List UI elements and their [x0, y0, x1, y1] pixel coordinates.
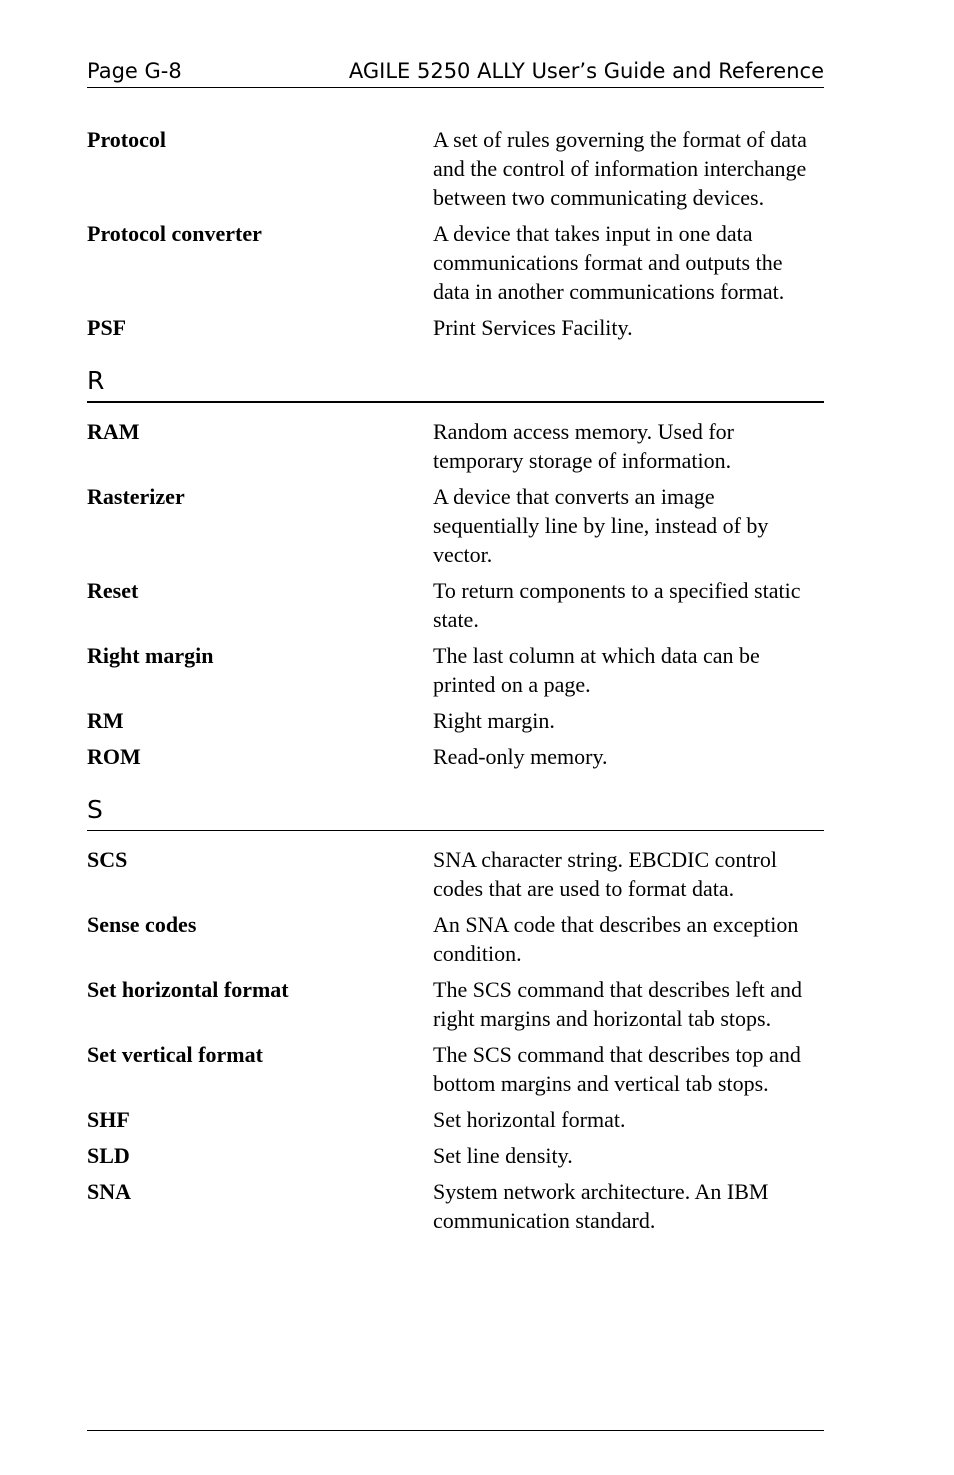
glossary-definition: A device that takes input in one data communications format and outputs the data in another communications format.	[433, 221, 785, 304]
glossary-definition: Set horizontal format.	[433, 1107, 626, 1132]
glossary-entry-shf	[87, 1105, 824, 1134]
glossary-term: SNA	[87, 1179, 132, 1204]
section-heading-r: R	[87, 349, 824, 403]
document-title: AGILE 5250 ALLY User’s Guide and Reference	[348, 59, 824, 83]
glossary-term: RAM	[87, 419, 140, 444]
glossary-entry-set-horizontal-format	[87, 975, 824, 1033]
glossary-term: Protocol converter	[87, 221, 262, 246]
glossary-entry-set-vertical-format	[87, 1040, 824, 1098]
glossary-term: Reset	[87, 578, 139, 603]
glossary-definition: Random access memory. Used for temporary storage of information.	[433, 419, 734, 473]
glossary-term: RM	[87, 708, 124, 733]
glossary-entry-sna	[87, 1177, 824, 1235]
page-header	[87, 56, 824, 88]
glossary-entry-rm	[87, 706, 824, 735]
glossary-entry-right-margin	[87, 641, 824, 699]
glossary-definition: To return components to a specified static state.	[433, 578, 801, 632]
glossary-term: Set horizontal format	[87, 977, 289, 1002]
glossary-term: Protocol	[87, 127, 167, 152]
glossary-definition: Right margin.	[433, 708, 555, 733]
glossary-term: Right margin	[87, 643, 214, 668]
glossary-entry-sense-codes	[87, 910, 824, 968]
glossary-term: Sense codes	[87, 912, 197, 937]
glossary-entry-ram	[87, 417, 824, 475]
glossary-definition: A device that converts an image sequentially line by line, instead of by vector.	[433, 484, 769, 567]
glossary-entry-rom	[87, 742, 824, 771]
glossary-definition: The SCS command that describes left and right margins and horizontal tab stops.	[433, 977, 803, 1031]
glossary-entry-rasterizer	[87, 482, 824, 569]
section-heading-s: S	[87, 778, 824, 831]
glossary-definition: The last column at which data can be printed on a page.	[433, 643, 760, 697]
glossary-definition: System network architecture. An IBM communication standard.	[433, 1179, 769, 1233]
footer-rule	[87, 1430, 824, 1431]
glossary-definition: A set of rules governing the format of data and the control of information interchange between two communicating devices.	[433, 127, 807, 210]
glossary-term: ROM	[87, 744, 141, 769]
glossary-definition: Read-only memory.	[433, 744, 608, 769]
glossary-term: SCS	[87, 847, 128, 872]
glossary-definition: SNA character string. EBCDIC control codes that are used to format data.	[433, 847, 777, 901]
glossary-definition: An SNA code that describes an exception condition.	[433, 912, 799, 966]
glossary-term: Set vertical format	[87, 1042, 263, 1067]
glossary-entry-scs	[87, 845, 824, 903]
glossary-entry-protocol-converter	[87, 219, 824, 306]
glossary-term: SHF	[87, 1107, 130, 1132]
page-number: Page G-8	[87, 59, 182, 83]
glossary-content	[87, 125, 824, 1242]
glossary-entry-protocol	[87, 125, 824, 212]
glossary-entry-reset	[87, 576, 824, 634]
glossary-term: PSF	[87, 315, 127, 340]
glossary-definition: The SCS command that describes top and bottom margins and vertical tab stops.	[433, 1042, 801, 1096]
glossary-definition: Set line density.	[433, 1143, 573, 1168]
glossary-entry-psf	[87, 313, 824, 342]
glossary-term: SLD	[87, 1143, 130, 1168]
glossary-definition: Print Services Facility.	[433, 315, 633, 340]
glossary-term: Rasterizer	[87, 484, 185, 509]
glossary-entry-sld	[87, 1141, 824, 1170]
